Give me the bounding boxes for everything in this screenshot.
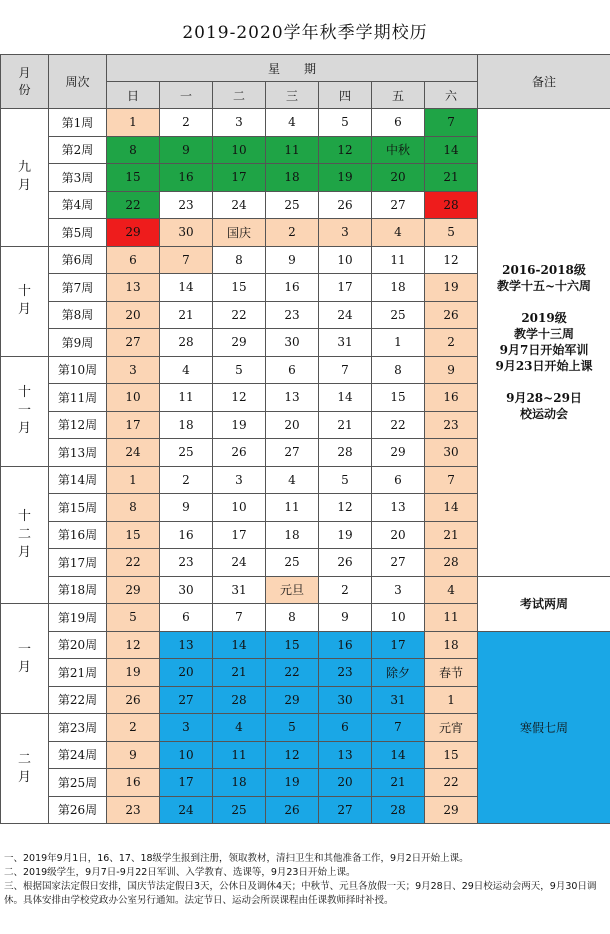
week-number: 第26周 bbox=[49, 796, 107, 824]
day-cell: 25 bbox=[266, 191, 319, 219]
day-cell: 28 bbox=[319, 439, 372, 467]
day-cell: 23 bbox=[319, 659, 372, 687]
month-label-text: 二 月 bbox=[17, 751, 31, 785]
day-cell: 6 bbox=[372, 466, 425, 494]
week-row bbox=[1, 631, 610, 659]
day-cell: 30 bbox=[160, 219, 213, 247]
month-label-text: 九 月 bbox=[17, 160, 31, 194]
week-number: 第15周 bbox=[49, 494, 107, 522]
day-cell: 12 bbox=[319, 494, 372, 522]
day-cell: 11 bbox=[425, 604, 478, 632]
day-cell: 7 bbox=[213, 604, 266, 632]
day-cell: 21 bbox=[319, 411, 372, 439]
day-cell: 28 bbox=[213, 686, 266, 714]
day-cell: 10 bbox=[107, 384, 160, 412]
month-label bbox=[1, 714, 49, 824]
day-cell: 12 bbox=[425, 246, 478, 274]
day-cell: 26 bbox=[319, 191, 372, 219]
month-label-text: 十 月 bbox=[17, 284, 31, 317]
day-cell: 2 bbox=[107, 714, 160, 742]
day-cell: 春节 bbox=[425, 659, 478, 687]
day-cell: 17 bbox=[213, 164, 266, 192]
day-cell: 7 bbox=[319, 356, 372, 384]
day-cell: 17 bbox=[319, 274, 372, 302]
week-number: 第14周 bbox=[49, 466, 107, 494]
day-cell: 21 bbox=[372, 769, 425, 797]
day-cell: 7 bbox=[425, 109, 478, 137]
day-cell: 4 bbox=[160, 356, 213, 384]
day-cell: 29 bbox=[266, 686, 319, 714]
day-cell: 28 bbox=[425, 549, 478, 577]
day-cell: 24 bbox=[213, 549, 266, 577]
remarks-vacation: 寒假七周 bbox=[478, 631, 610, 824]
day-cell: 25 bbox=[266, 549, 319, 577]
day-cell: 3 bbox=[319, 219, 372, 247]
day-cell: 16 bbox=[425, 384, 478, 412]
day-cell: 2 bbox=[160, 466, 213, 494]
day-cell: 19 bbox=[266, 769, 319, 797]
day-cell: 19 bbox=[319, 164, 372, 192]
day-cell: 20 bbox=[160, 659, 213, 687]
day-cell: 7 bbox=[160, 246, 213, 274]
day-cell: 8 bbox=[213, 246, 266, 274]
day-cell: 3 bbox=[213, 466, 266, 494]
day-cell: 16 bbox=[107, 769, 160, 797]
day-cell: 16 bbox=[319, 631, 372, 659]
week-number: 第4周 bbox=[49, 191, 107, 219]
day-cell: 20 bbox=[266, 411, 319, 439]
day-cell: 18 bbox=[160, 411, 213, 439]
month-header-text: 月 份 bbox=[18, 65, 31, 97]
day-cell: 4 bbox=[213, 714, 266, 742]
day-cell: 3 bbox=[107, 356, 160, 384]
day-cell: 18 bbox=[425, 631, 478, 659]
week-number: 第6周 bbox=[49, 246, 107, 274]
day-cell: 30 bbox=[425, 439, 478, 467]
day-cell: 3 bbox=[213, 109, 266, 137]
day-cell: 26 bbox=[425, 301, 478, 329]
week-number: 第19周 bbox=[49, 604, 107, 632]
day-cell: 1 bbox=[107, 109, 160, 137]
day-cell: 30 bbox=[160, 576, 213, 604]
day-cell: 29 bbox=[107, 219, 160, 247]
day-cell: 24 bbox=[107, 439, 160, 467]
day-cell: 2 bbox=[425, 329, 478, 357]
week-number: 第22周 bbox=[49, 686, 107, 714]
weekday-header: 六 bbox=[425, 82, 478, 109]
day-cell: 28 bbox=[372, 796, 425, 824]
day-cell: 10 bbox=[319, 246, 372, 274]
day-cell: 11 bbox=[266, 136, 319, 164]
day-cell: 2 bbox=[160, 109, 213, 137]
footer-line: 二、2019级学生，9月7日-9月22日军训、入学教育、选课等，9月23日开始上课。 bbox=[4, 867, 356, 878]
week-number: 第10周 bbox=[49, 356, 107, 384]
day-cell: 4 bbox=[372, 219, 425, 247]
month-label-text: 十 二 月 bbox=[17, 508, 31, 560]
day-cell: 21 bbox=[213, 659, 266, 687]
day-cell: 17 bbox=[372, 631, 425, 659]
day-cell: 28 bbox=[425, 191, 478, 219]
week-number: 第8周 bbox=[49, 301, 107, 329]
day-cell: 15 bbox=[107, 521, 160, 549]
day-cell: 27 bbox=[372, 191, 425, 219]
week-number: 第9周 bbox=[49, 329, 107, 357]
week-number: 第2周 bbox=[49, 136, 107, 164]
day-cell: 21 bbox=[425, 164, 478, 192]
day-cell: 29 bbox=[372, 439, 425, 467]
day-cell: 1 bbox=[372, 329, 425, 357]
remarks-main bbox=[478, 109, 610, 577]
remarks-exam: 考试两周 bbox=[478, 576, 610, 631]
day-cell: 31 bbox=[213, 576, 266, 604]
month-label bbox=[1, 356, 49, 466]
weekday-header: 五 bbox=[372, 82, 425, 109]
week-number: 第17周 bbox=[49, 549, 107, 577]
day-cell: 9 bbox=[319, 604, 372, 632]
month-label-text: 一 月 bbox=[17, 641, 31, 675]
day-cell: 15 bbox=[213, 274, 266, 302]
week-row bbox=[1, 109, 610, 137]
day-cell: 27 bbox=[107, 329, 160, 357]
day-cell: 12 bbox=[266, 741, 319, 769]
day-cell: 5 bbox=[425, 219, 478, 247]
day-cell: 31 bbox=[372, 686, 425, 714]
day-cell: 29 bbox=[213, 329, 266, 357]
day-cell: 6 bbox=[160, 604, 213, 632]
day-cell: 22 bbox=[107, 549, 160, 577]
month-label bbox=[1, 604, 49, 714]
day-cell: 24 bbox=[213, 191, 266, 219]
day-cell: 10 bbox=[213, 494, 266, 522]
day-cell: 23 bbox=[107, 796, 160, 824]
day-cell: 27 bbox=[372, 549, 425, 577]
day-cell: 23 bbox=[160, 191, 213, 219]
day-cell: 27 bbox=[319, 796, 372, 824]
day-cell: 16 bbox=[160, 164, 213, 192]
day-cell: 14 bbox=[319, 384, 372, 412]
day-cell: 29 bbox=[107, 576, 160, 604]
week-number: 第13周 bbox=[49, 439, 107, 467]
day-cell: 15 bbox=[425, 741, 478, 769]
day-cell: 11 bbox=[213, 741, 266, 769]
footer-line: 三、根据国家法定假日安排，国庆节法定假日3天，公休日及调休4天；中秋节、元旦各放假一天；9月28日、29日校运动会两天，9月30日调休。具体安排由学校党政办公室另行通知。法定节日、运动会所误课程由任课教师择时补授。 bbox=[4, 881, 597, 906]
day-cell: 6 bbox=[372, 109, 425, 137]
day-cell: 9 bbox=[160, 494, 213, 522]
day-cell: 22 bbox=[372, 411, 425, 439]
day-cell: 27 bbox=[266, 439, 319, 467]
week-number: 第11周 bbox=[49, 384, 107, 412]
month-label bbox=[1, 246, 49, 356]
week-number: 第18周 bbox=[49, 576, 107, 604]
day-cell: 25 bbox=[372, 301, 425, 329]
month-label bbox=[1, 109, 49, 247]
day-cell: 13 bbox=[319, 741, 372, 769]
day-cell: 17 bbox=[107, 411, 160, 439]
day-cell: 7 bbox=[425, 466, 478, 494]
day-cell: 31 bbox=[319, 329, 372, 357]
day-cell: 8 bbox=[266, 604, 319, 632]
day-cell: 元宵 bbox=[425, 714, 478, 742]
footer-line: 一、2019年9月1日，16、17、18级学生报到注册，领取教材，清扫卫生和其他准备工作，9月2日开始上课。 bbox=[4, 853, 469, 864]
weekday-header: 一 bbox=[160, 82, 213, 109]
day-cell: 20 bbox=[319, 769, 372, 797]
day-cell: 23 bbox=[425, 411, 478, 439]
remarks-header: 备注 bbox=[478, 55, 610, 109]
day-cell: 14 bbox=[425, 136, 478, 164]
day-cell: 27 bbox=[160, 686, 213, 714]
day-cell: 18 bbox=[372, 274, 425, 302]
day-cell: 15 bbox=[266, 631, 319, 659]
day-cell: 12 bbox=[319, 136, 372, 164]
day-cell: 4 bbox=[425, 576, 478, 604]
day-cell: 13 bbox=[160, 631, 213, 659]
day-cell: 5 bbox=[213, 356, 266, 384]
day-cell: 2 bbox=[266, 219, 319, 247]
day-cell: 26 bbox=[213, 439, 266, 467]
day-cell: 10 bbox=[160, 741, 213, 769]
page-title: 2019-2020学年秋季学期校历 bbox=[182, 23, 428, 43]
day-cell: 8 bbox=[372, 356, 425, 384]
day-cell: 8 bbox=[107, 136, 160, 164]
weekday-header: 日 bbox=[107, 82, 160, 109]
day-cell: 15 bbox=[372, 384, 425, 412]
day-cell: 22 bbox=[107, 191, 160, 219]
day-cell: 23 bbox=[266, 301, 319, 329]
day-cell: 22 bbox=[266, 659, 319, 687]
day-cell: 13 bbox=[266, 384, 319, 412]
day-cell: 9 bbox=[160, 136, 213, 164]
day-cell: 21 bbox=[425, 521, 478, 549]
week-number: 第24周 bbox=[49, 741, 107, 769]
day-cell: 1 bbox=[107, 466, 160, 494]
day-cell: 18 bbox=[213, 769, 266, 797]
day-cell: 2 bbox=[319, 576, 372, 604]
week-number: 第12周 bbox=[49, 411, 107, 439]
day-cell: 14 bbox=[372, 741, 425, 769]
day-cell: 10 bbox=[372, 604, 425, 632]
day-cell: 6 bbox=[266, 356, 319, 384]
day-cell: 中秋 bbox=[372, 136, 425, 164]
day-cell: 28 bbox=[160, 329, 213, 357]
day-cell: 17 bbox=[160, 769, 213, 797]
day-cell: 12 bbox=[107, 631, 160, 659]
day-cell: 18 bbox=[266, 521, 319, 549]
day-cell: 14 bbox=[425, 494, 478, 522]
day-cell: 11 bbox=[372, 246, 425, 274]
day-cell: 3 bbox=[160, 714, 213, 742]
day-cell: 5 bbox=[319, 466, 372, 494]
day-cell: 18 bbox=[266, 164, 319, 192]
week-number: 第16周 bbox=[49, 521, 107, 549]
day-cell: 26 bbox=[266, 796, 319, 824]
day-cell: 16 bbox=[160, 521, 213, 549]
day-cell: 17 bbox=[213, 521, 266, 549]
day-cell: 6 bbox=[107, 246, 160, 274]
month-label bbox=[1, 466, 49, 604]
day-cell: 9 bbox=[425, 356, 478, 384]
day-cell: 12 bbox=[213, 384, 266, 412]
day-cell: 4 bbox=[266, 109, 319, 137]
week-number: 第20周 bbox=[49, 631, 107, 659]
day-cell: 19 bbox=[319, 521, 372, 549]
day-cell: 30 bbox=[319, 686, 372, 714]
day-cell: 20 bbox=[372, 521, 425, 549]
day-cell: 19 bbox=[425, 274, 478, 302]
day-cell: 23 bbox=[160, 549, 213, 577]
day-cell: 5 bbox=[319, 109, 372, 137]
day-cell: 19 bbox=[213, 411, 266, 439]
week-number: 第21周 bbox=[49, 659, 107, 687]
week-header: 周次 bbox=[49, 55, 107, 109]
day-cell: 30 bbox=[266, 329, 319, 357]
day-cell: 21 bbox=[160, 301, 213, 329]
day-cell: 10 bbox=[213, 136, 266, 164]
day-cell: 11 bbox=[160, 384, 213, 412]
day-cell: 5 bbox=[107, 604, 160, 632]
day-cell: 7 bbox=[372, 714, 425, 742]
day-cell: 24 bbox=[319, 301, 372, 329]
day-cell: 16 bbox=[266, 274, 319, 302]
week-number: 第25周 bbox=[49, 769, 107, 797]
day-cell: 4 bbox=[266, 466, 319, 494]
day-cell: 8 bbox=[107, 494, 160, 522]
day-cell: 26 bbox=[319, 549, 372, 577]
day-cell: 9 bbox=[266, 246, 319, 274]
day-cell: 1 bbox=[425, 686, 478, 714]
day-cell: 5 bbox=[266, 714, 319, 742]
week-number: 第7周 bbox=[49, 274, 107, 302]
day-cell: 11 bbox=[266, 494, 319, 522]
week-number: 第5周 bbox=[49, 219, 107, 247]
day-cell: 元旦 bbox=[266, 576, 319, 604]
weekday-header: 三 bbox=[266, 82, 319, 109]
day-cell: 14 bbox=[213, 631, 266, 659]
day-cell: 25 bbox=[160, 439, 213, 467]
remarks-main-text: 2016-2018级 教学十五~十六周 2019级 教学十三周 9月7日开始军训 9月23日开始上课 9月28~29日 校运动会 bbox=[495, 263, 593, 422]
day-cell: 29 bbox=[425, 796, 478, 824]
day-cell: 6 bbox=[319, 714, 372, 742]
day-cell: 除夕 bbox=[372, 659, 425, 687]
weekday-group-header: 星 期 bbox=[107, 55, 478, 82]
calendar-table bbox=[0, 54, 610, 824]
day-cell: 13 bbox=[107, 274, 160, 302]
day-cell: 20 bbox=[107, 301, 160, 329]
day-cell: 26 bbox=[107, 686, 160, 714]
month-header bbox=[1, 55, 49, 109]
day-cell: 13 bbox=[372, 494, 425, 522]
week-number: 第3周 bbox=[49, 164, 107, 192]
day-cell: 国庆 bbox=[213, 219, 266, 247]
day-cell: 3 bbox=[372, 576, 425, 604]
day-cell: 15 bbox=[107, 164, 160, 192]
day-cell: 19 bbox=[107, 659, 160, 687]
day-cell: 20 bbox=[372, 164, 425, 192]
month-label-text: 十 一 月 bbox=[17, 385, 31, 436]
day-cell: 22 bbox=[213, 301, 266, 329]
day-cell: 25 bbox=[213, 796, 266, 824]
day-cell: 9 bbox=[107, 741, 160, 769]
day-cell: 24 bbox=[160, 796, 213, 824]
week-number: 第23周 bbox=[49, 714, 107, 742]
day-cell: 14 bbox=[160, 274, 213, 302]
day-cell: 22 bbox=[425, 769, 478, 797]
weekday-header: 二 bbox=[213, 82, 266, 109]
footer-notes bbox=[4, 852, 608, 908]
week-number: 第1周 bbox=[49, 109, 107, 137]
week-row bbox=[1, 576, 610, 604]
weekday-header: 四 bbox=[319, 82, 372, 109]
